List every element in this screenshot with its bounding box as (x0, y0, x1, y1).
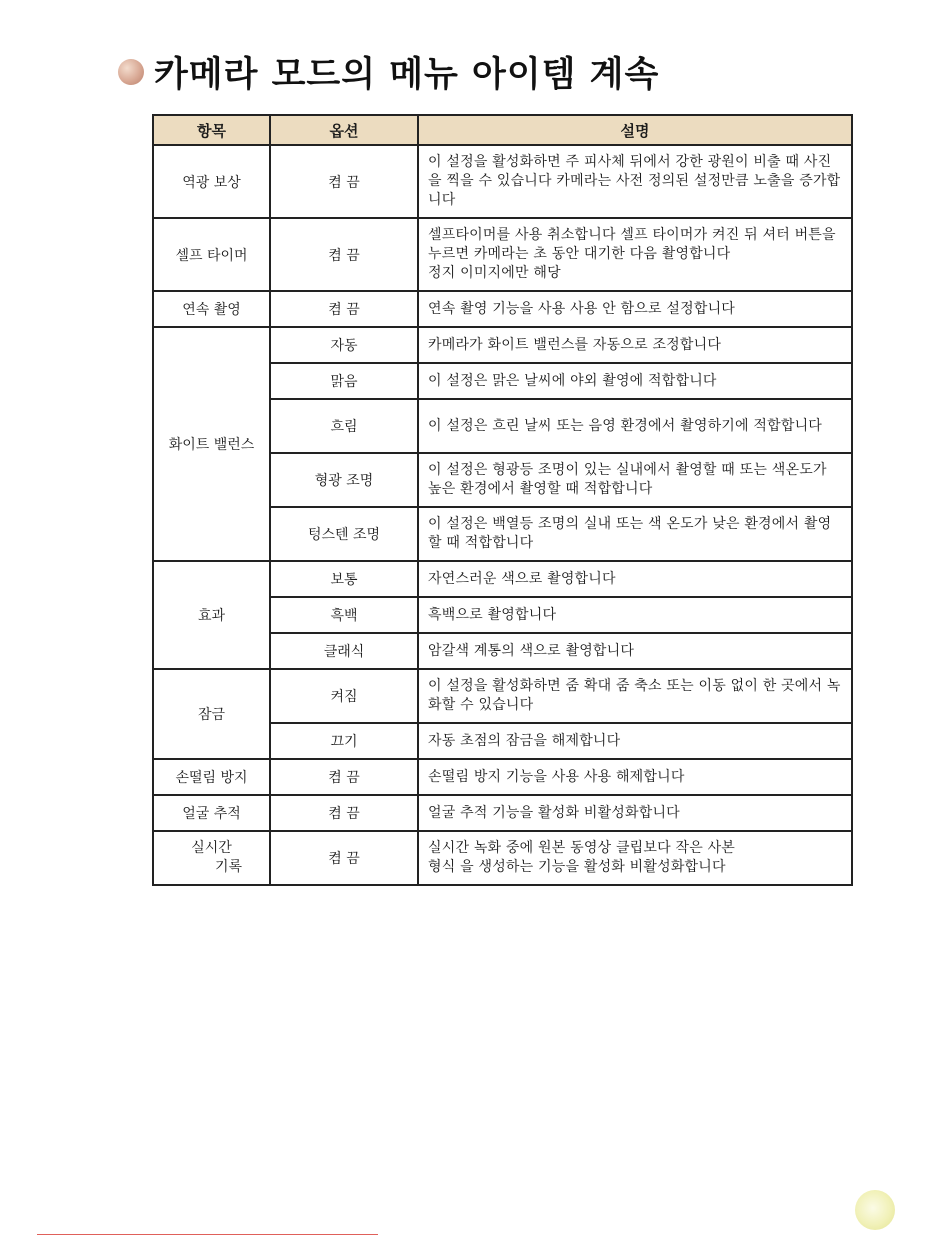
description-cell: 얼굴 추적 기능을 활성화 비활성화합니다 (418, 795, 852, 831)
item-cell: 연속 촬영 (153, 291, 270, 327)
item-cell-realtime (153, 831, 270, 885)
description-cell: 이 설정은 맑은 날씨에 야외 촬영에 적합합니다 (418, 363, 852, 399)
option-cell: 형광 조명 (270, 453, 418, 507)
item-cell-white-balance: 화이트 밸런스 (153, 327, 270, 561)
item-cell: 얼굴 추적 (153, 795, 270, 831)
option-cell: 흐림 (270, 399, 418, 453)
table-row (153, 291, 852, 327)
item-label-line2: 기록 (214, 859, 243, 875)
option-cell: 켬 끔 (270, 759, 418, 795)
option-cell: 맑음 (270, 363, 418, 399)
description-cell: 이 설정은 흐린 날씨 또는 음영 환경에서 촬영하기에 적합합니다 (418, 399, 852, 453)
option-cell: 자동 (270, 327, 418, 363)
option-cell: 켬 끔 (270, 795, 418, 831)
description-cell: 손떨림 방지 기능을 사용 사용 해제합니다 (418, 759, 852, 795)
option-cell: 켬 끔 (270, 831, 418, 885)
item-cell-effect: 효과 (153, 561, 270, 669)
header-item: 항목 (153, 115, 270, 145)
header-description: 설명 (418, 115, 852, 145)
table-row (153, 218, 852, 291)
description-cell: 이 설정은 백열등 조명의 실내 또는 색 온도가 낮은 환경에서 촬영할 때 적합합니다 (418, 507, 852, 561)
footer-divider (37, 1234, 378, 1235)
item-cell: 셀프 타이머 (153, 218, 270, 291)
table-row (153, 561, 852, 597)
option-cell: 켬 끔 (270, 145, 418, 218)
header-option: 옵션 (270, 115, 418, 145)
description-cell: 이 설정은 형광등 조명이 있는 실내에서 촬영할 때 또는 색온도가 높은 환경에서 촬영할 때 적합합니다 (418, 453, 852, 507)
table-row (153, 759, 852, 795)
item-cell: 역광 보상 (153, 145, 270, 218)
option-cell: 끄기 (270, 723, 418, 759)
option-cell: 보통 (270, 561, 418, 597)
description-cell: 이 설정을 활성화하면 주 피사체 뒤에서 강한 광원이 비출 때 사진을 찍을 수 있습니다 카메라는 사전 정의된 설정만큼 노출을 증가합니다 (418, 145, 852, 218)
item-label (181, 839, 242, 877)
table-row (153, 795, 852, 831)
option-cell: 클래식 (270, 633, 418, 669)
item-cell-lock: 잠금 (153, 669, 270, 759)
camera-menu-table (152, 114, 853, 886)
option-cell: 텅스텐 조명 (270, 507, 418, 561)
option-cell: 켬 끔 (270, 218, 418, 291)
page-number-badge (855, 1190, 895, 1230)
page-title: 카메라 모드의 메뉴 아이템 계속 (154, 55, 660, 95)
description-cell: 암갈색 계통의 색으로 촬영합니다 (418, 633, 852, 669)
page-title-row (118, 48, 659, 96)
table-row (153, 145, 852, 218)
description-cell: 연속 촬영 기능을 사용 사용 안 함으로 설정합니다 (418, 291, 852, 327)
table-row (153, 327, 852, 363)
option-cell: 켜짐 (270, 669, 418, 723)
item-cell: 손떨림 방지 (153, 759, 270, 795)
item-label-line1: 실시간 (191, 840, 232, 856)
table-row (153, 831, 852, 885)
description-cell: 실시간 녹화 중에 원본 동영상 클립보다 작은 사본 형식 을 생성하는 기능을 활성화 비활성화합니다 (418, 831, 852, 885)
description-cell: 이 설정을 활성화하면 줌 확대 줌 축소 또는 이동 없이 한 곳에서 녹화할 수 있습니다 (418, 669, 852, 723)
table-row (153, 669, 852, 723)
bullet-icon (118, 59, 144, 85)
description-cell: 셀프타이머를 사용 취소합니다 셀프 타이머가 켜진 뒤 셔터 버튼을 누르면 카메라는 초 동안 대기한 다음 촬영합니다 정지 이미지에만 해당 (418, 218, 852, 291)
table-header-row (153, 115, 852, 145)
option-cell: 흑백 (270, 597, 418, 633)
option-cell: 켬 끔 (270, 291, 418, 327)
description-cell: 카메라가 화이트 밸런스를 자동으로 조정합니다 (418, 327, 852, 363)
description-cell: 자동 초점의 잠금을 해제합니다 (418, 723, 852, 759)
description-cell: 흑백으로 촬영합니다 (418, 597, 852, 633)
description-cell: 자연스러운 색으로 촬영합니다 (418, 561, 852, 597)
